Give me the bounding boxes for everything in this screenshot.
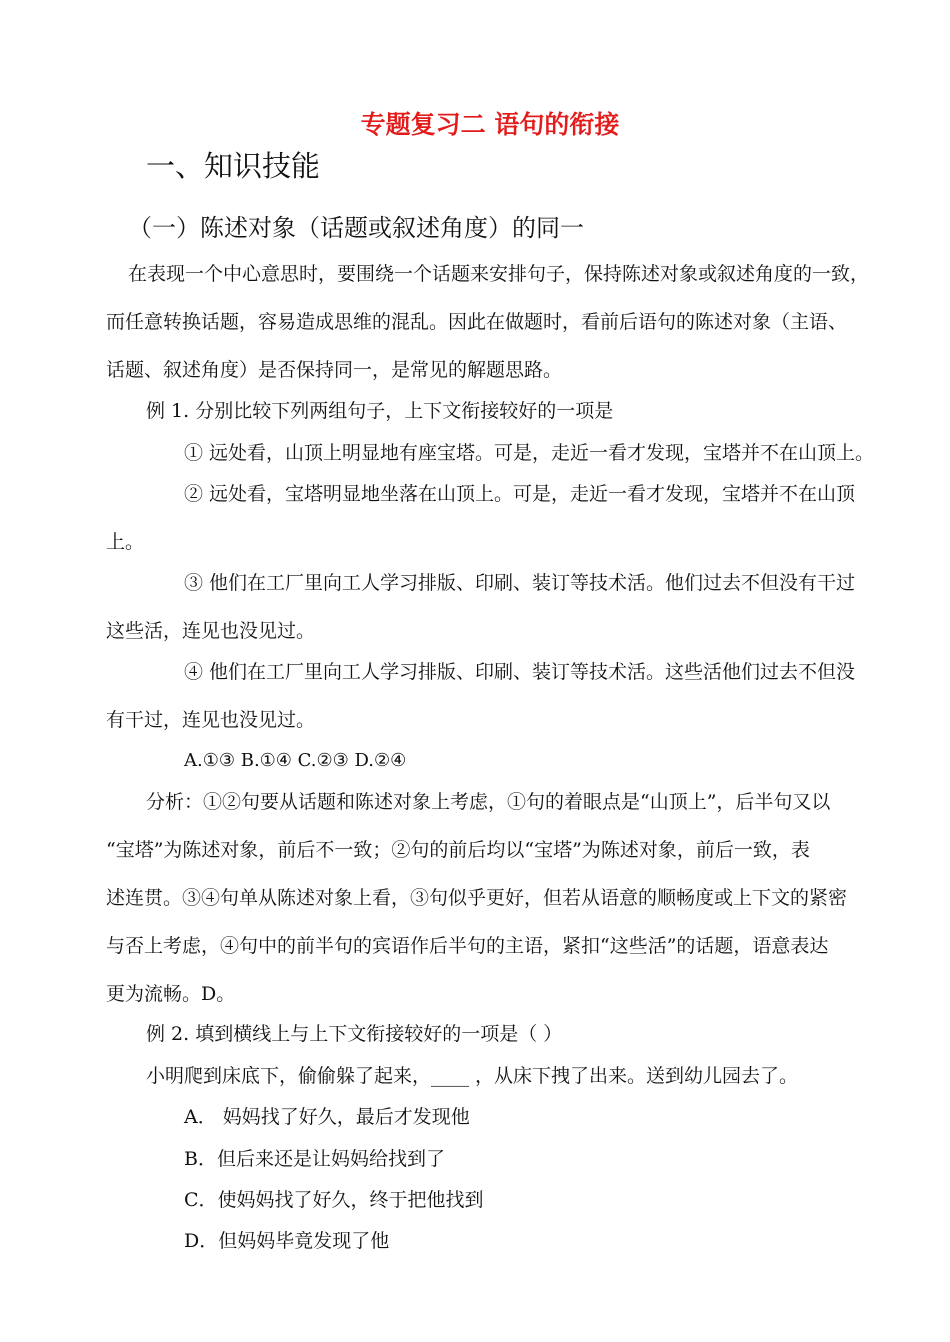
example1-options: A.①③ B.①④ C.②③ D.②④ — [184, 750, 407, 771]
section-heading: 一、知识技能 — [146, 149, 321, 183]
example1-sentence-4-cont: 有干过，连见也没见过。 — [106, 709, 316, 731]
example2-stem: 例 2. 填到横线上与上下文衔接较好的一项是（ ） — [146, 1023, 563, 1045]
analysis-line-3: 述连贯。③④句单从陈述对象上看，③句似乎更好，但若从语意的顺畅度或上下文的紧密 — [106, 887, 848, 909]
intro-line-2: 而任意转换话题，容易造成思维的混乱。因此在做题时，看前后语句的陈述对象（主语、 — [106, 311, 848, 333]
example2-sentence: 小明爬到床底下，偷偷躲了起来，____ ，从床下拽了出来。送到幼儿园去了。 — [146, 1065, 799, 1087]
document-title: 专题复习二 语句的衔接 — [360, 110, 620, 139]
example2-option-b: B．但后来还是让妈妈给找到了 — [184, 1148, 445, 1170]
analysis-line-1: 分析：①②句要从话题和陈述对象上考虑，①句的着眼点是“山顶上”，后半句又以 — [146, 791, 831, 813]
example1-sentence-3-cont: 这些活，连见也没见过。 — [106, 620, 316, 642]
example1-stem: 例 1. 分别比较下列两组句子，上下文衔接较好的一项是 — [146, 400, 614, 422]
analysis-line-5: 更为流畅。D。 — [106, 983, 236, 1005]
intro-line-3: 话题、叙述角度）是否保持同一，是常见的解题思路。 — [106, 359, 563, 381]
example1-sentence-2: ② 远处看，宝塔明显地坐落在山顶上。可是，走近一看才发现，宝塔并不在山顶 — [184, 483, 856, 505]
example1-sentence-1: ① 远处看，山顶上明显地有座宝塔。可是，走近一看才发现，宝塔并不在山顶上。 — [184, 442, 875, 464]
example1-sentence-3: ③ 他们在工厂里向工人学习排版、印刷、装订等技术活。他们过去不但没有干过 — [184, 572, 856, 594]
analysis-line-4: 与否上考虑，④句中的前半句的宾语作后半句的主语，紧扣“这些活”的话题，语意表达 — [106, 935, 829, 957]
example1-sentence-2-cont: 上。 — [106, 531, 145, 553]
example2-option-c: C．使妈妈找了好久，终于把他找到 — [184, 1189, 484, 1211]
example2-option-d: D．但妈妈毕竟发现了他 — [184, 1230, 390, 1252]
subsection-heading: （一）陈述对象（话题或叙述角度）的同一 — [128, 214, 584, 242]
analysis-line-2: “宝塔”为陈述对象，前后不一致；②句的前后均以“宝塔”为陈述对象，前后一致，表 — [106, 839, 810, 861]
example2-option-a: A． 妈妈找了好久，最后才发现他 — [184, 1106, 470, 1128]
intro-line-1: 在表现一个中心意思时，要围绕一个话题来安排句子，保持陈述对象或叙述角度的一致， — [128, 263, 870, 285]
example1-sentence-4: ④ 他们在工厂里向工人学习排版、印刷、装订等技术活。这些活他们过去不但没 — [184, 661, 856, 683]
